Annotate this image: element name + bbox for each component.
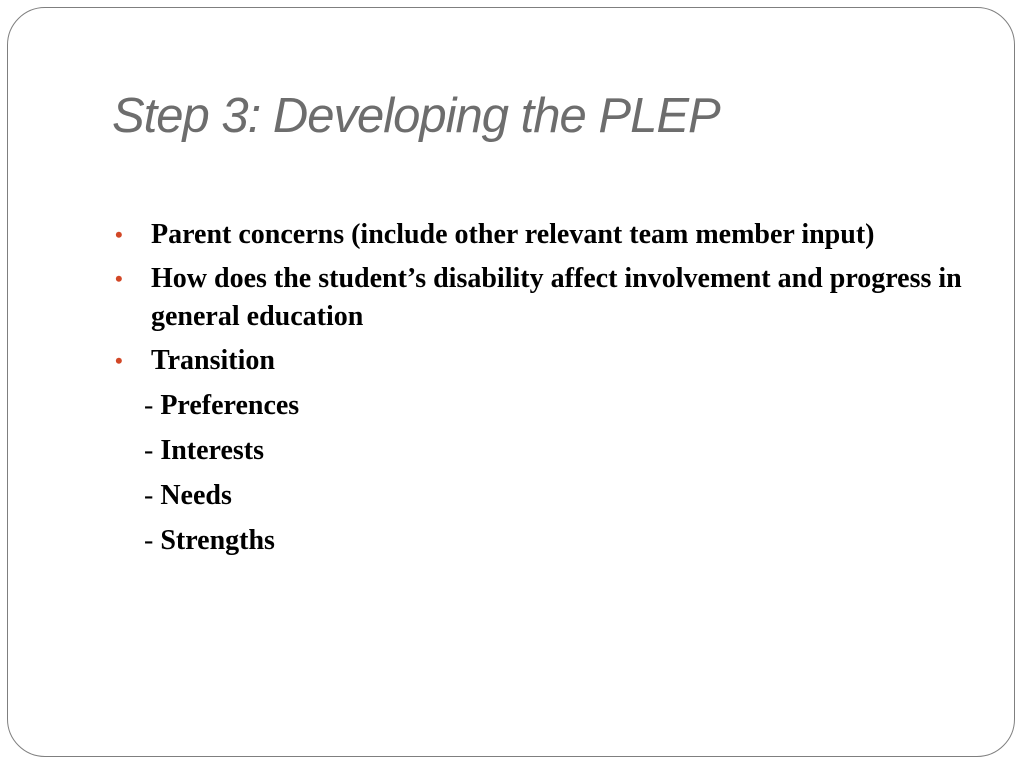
sub-item	[110, 477, 970, 515]
sub-item	[110, 432, 970, 470]
bullet-text: How does the student’s disability affect involvement and progress in general education	[151, 263, 962, 332]
bullet-dot-icon: •	[115, 222, 123, 247]
sub-item-text: Preferences	[160, 390, 300, 421]
slide-title: Step 3: Developing the PLEP	[112, 89, 720, 143]
sub-item	[110, 522, 970, 560]
bullet-text: Parent concerns (include other relevant team member input)	[151, 219, 875, 250]
bullet-text: Transition	[151, 345, 275, 376]
sub-item-dash: -	[144, 525, 161, 556]
sub-item-text: Interests	[160, 435, 265, 466]
bullet-item	[110, 342, 970, 380]
bullet-item	[110, 260, 970, 336]
sub-item-dash: -	[144, 435, 161, 466]
sub-item-text: Needs	[160, 480, 232, 511]
bullet-dot-icon: •	[115, 266, 123, 291]
sub-item-dash: -	[144, 480, 161, 511]
slide-frame	[7, 7, 1015, 757]
sub-item-dash: -	[144, 390, 161, 421]
bullet-dot-icon: •	[115, 348, 123, 373]
bullet-item	[110, 216, 970, 254]
slide-body	[110, 216, 970, 560]
sub-item	[110, 387, 970, 425]
sub-item-text: Strengths	[160, 525, 275, 556]
